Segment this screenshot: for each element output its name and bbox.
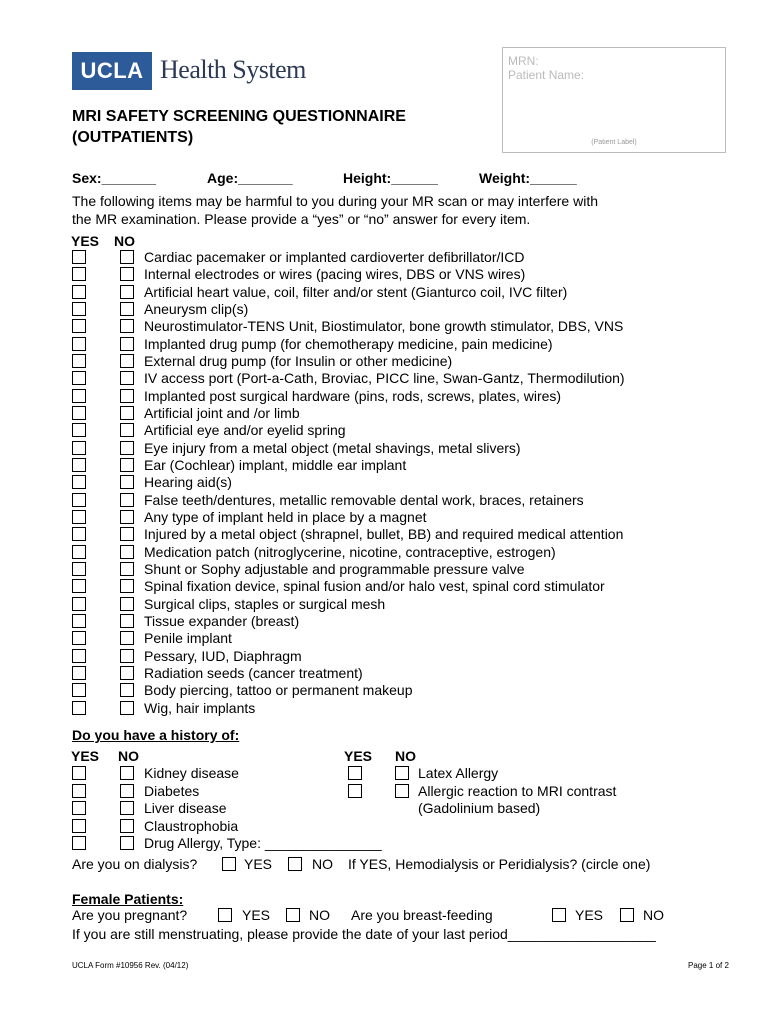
form-title-line1: MRI SAFETY SCREENING QUESTIONNAIRE	[72, 108, 406, 125]
no-checkbox[interactable]	[120, 441, 134, 455]
yes-column-header: YES	[71, 233, 100, 249]
yes-checkbox[interactable]	[72, 493, 86, 507]
screening-item-label: Artificial heart value, coil, filter and/or stent (Gianturco coil, IVC filter)	[144, 283, 568, 300]
screening-item-label: IV access port (Port-a-Cath, Broviac, PICC line, Swan-Gantz, Thermodilution)	[144, 370, 625, 387]
form-title-line2: (OUTPATIENTS)	[72, 129, 194, 146]
screening-item-row	[0, 422, 768, 439]
screening-item-label: Implanted post surgical hardware (pins, rods, screws, plates, wires)	[144, 387, 562, 404]
screening-item-label: Implanted drug pump (for chemotherapy medicine, pain medicine)	[144, 335, 553, 352]
no-checkbox[interactable]	[120, 683, 134, 697]
screening-item-label: Artificial joint and /or limb	[144, 404, 300, 421]
screening-item-label: Radiation seeds (cancer treatment)	[144, 664, 363, 681]
last-period-field[interactable]: If you are still menstruating, please provide the date of your last period___________________	[72, 926, 656, 942]
history-item-yes-checkbox[interactable]	[72, 836, 86, 850]
yes-checkbox[interactable]	[72, 389, 86, 403]
no-checkbox[interactable]	[120, 527, 134, 541]
screening-item-row	[0, 249, 768, 266]
no-checkbox[interactable]	[120, 545, 134, 559]
pregnant-no-label: NO	[309, 907, 330, 923]
no-checkbox[interactable]	[120, 250, 134, 264]
yes-checkbox[interactable]	[72, 406, 86, 420]
screening-item-row	[0, 648, 768, 665]
no-checkbox[interactable]	[120, 337, 134, 351]
yes-checkbox[interactable]	[72, 683, 86, 697]
pregnant-question: Are you pregnant?	[72, 907, 188, 923]
breastfeeding-no-checkbox[interactable]	[620, 908, 634, 922]
no-checkbox[interactable]	[120, 389, 134, 403]
yes-checkbox[interactable]	[72, 701, 86, 715]
screening-item-label: Penile implant	[144, 630, 232, 647]
no-checkbox[interactable]	[120, 493, 134, 507]
form-title	[72, 106, 406, 148]
yes-checkbox[interactable]	[72, 423, 86, 437]
history-item-yes-checkbox[interactable]	[72, 766, 86, 780]
screening-item-row	[0, 440, 768, 457]
yes-checkbox[interactable]	[72, 666, 86, 680]
screening-item-label: Aneurysm clip(s)	[144, 300, 249, 317]
screening-item-label: Pessary, IUD, Diaphragm	[144, 647, 302, 664]
yes-checkbox[interactable]	[72, 267, 86, 281]
health-system-logo-text: Health System	[160, 55, 306, 84]
screening-item-row	[0, 370, 768, 387]
yes-checkbox[interactable]	[72, 631, 86, 645]
history-yes-header-right: YES	[344, 748, 373, 764]
dialysis-question: Are you on dialysis?	[72, 856, 198, 872]
female-heading: Female Patients:	[72, 891, 184, 907]
breastfeeding-question: Are you breast-feeding	[351, 907, 493, 923]
breastfeeding-yes-checkbox[interactable]	[552, 908, 566, 922]
screening-item-label: Shunt or Sophy adjustable and programmable pressure valve	[144, 560, 525, 577]
no-checkbox[interactable]	[120, 579, 134, 593]
patient-label-box	[502, 47, 726, 153]
history-item-label: Kidney disease	[144, 765, 239, 781]
screening-item-row	[0, 682, 768, 699]
no-checkbox[interactable]	[120, 319, 134, 333]
screening-item-label: Injured by a metal object (shrapnel, bullet, BB) and required medical attention	[144, 526, 624, 543]
screening-item-label: Eye injury from a metal object (metal shavings, metal slivers)	[144, 439, 521, 456]
screening-item-row	[0, 457, 768, 474]
history-item-right-yes-checkbox[interactable]	[348, 766, 362, 780]
dialysis-no-checkbox[interactable]	[288, 857, 302, 871]
screening-item-row	[0, 630, 768, 647]
history-item-right-label: Allergic reaction to MRI contrast	[418, 782, 617, 799]
yes-checkbox[interactable]	[72, 285, 86, 299]
breastfeeding-yes-label: YES	[575, 907, 604, 923]
screening-item-row	[0, 405, 768, 422]
yes-checkbox[interactable]	[72, 319, 86, 333]
screening-item-label: Hearing aid(s)	[144, 474, 232, 491]
history-item-label: Claustrophobia	[144, 817, 239, 834]
screening-item-label: Neurostimulator-TENS Unit, Biostimulator, bone growth stimulator, DBS, VNS	[144, 318, 624, 335]
no-checkbox[interactable]	[120, 267, 134, 281]
history-item-right-label: Latex Allergy	[418, 765, 499, 781]
history-item-no-checkbox[interactable]	[120, 766, 134, 780]
screening-item-row	[0, 596, 768, 613]
no-checkbox[interactable]	[120, 285, 134, 299]
pregnant-no-checkbox[interactable]	[286, 908, 300, 922]
screening-item-label: Artificial eye and/or eyelid spring	[144, 422, 346, 439]
history-item-no-checkbox[interactable]	[120, 836, 134, 850]
history-item-no-checkbox[interactable]	[120, 819, 134, 833]
no-column-header: NO	[114, 233, 135, 249]
intro-line2: the MR examination. Please provide a “yes” or “no” answer for every item.	[72, 211, 531, 227]
no-checkbox[interactable]	[120, 354, 134, 368]
history-item-label: Liver disease	[144, 800, 227, 816]
yes-checkbox[interactable]	[72, 302, 86, 316]
screening-item-row	[0, 578, 768, 595]
dialysis-yes-label: YES	[244, 856, 273, 872]
no-checkbox[interactable]	[120, 614, 134, 628]
sex-field[interactable]: Sex:_______	[72, 170, 157, 186]
weight-field[interactable]: Weight:______	[479, 170, 577, 186]
mrn-label: MRN:	[508, 54, 539, 68]
screening-item-label: Ear (Cochlear) implant, middle ear implant	[144, 456, 407, 473]
no-checkbox[interactable]	[120, 597, 134, 611]
history-item-no-checkbox[interactable]	[120, 784, 134, 798]
screening-item-label: External drug pump (for Insulin or other medicine)	[144, 352, 453, 369]
history-item-yes-checkbox[interactable]	[72, 784, 86, 798]
yes-checkbox[interactable]	[72, 649, 86, 663]
screening-item-row	[0, 544, 768, 561]
patient-label-placeholder: (Patient Label)	[591, 139, 637, 146]
history-no-header-right: NO	[395, 748, 416, 764]
dialysis-no-label: NO	[312, 856, 333, 872]
no-checkbox[interactable]	[120, 302, 134, 316]
history-no-header-left: NO	[118, 748, 139, 764]
height-field[interactable]: Height:______	[343, 170, 438, 186]
history-item-label: Drug Allergy, Type: _______________	[144, 835, 382, 851]
screening-item-row	[0, 613, 768, 630]
contrast-note: (Gadolinium based)	[418, 800, 541, 816]
yes-checkbox[interactable]	[72, 250, 86, 264]
screening-item-row	[0, 301, 768, 318]
no-checkbox[interactable]	[120, 406, 134, 420]
history-item-yes-checkbox[interactable]	[72, 819, 86, 833]
yes-checkbox[interactable]	[72, 510, 86, 524]
history-yes-header-left: YES	[71, 748, 100, 764]
screening-item-label: False teeth/dentures, metallic removable dental work, braces, retainers	[144, 491, 584, 508]
no-checkbox[interactable]	[120, 475, 134, 489]
yes-checkbox[interactable]	[72, 614, 86, 628]
screening-item-label: Internal electrodes or wires (pacing wires, DBS or VNS wires)	[144, 266, 526, 283]
no-checkbox[interactable]	[120, 562, 134, 576]
dialysis-followup: If YES, Hemodialysis or Peridialysis? (circle one)	[348, 856, 651, 872]
ucla-logo-mark: UCLA	[72, 52, 152, 90]
no-checkbox[interactable]	[120, 666, 134, 680]
no-checkbox[interactable]	[120, 649, 134, 663]
screening-item-row	[0, 665, 768, 682]
history-item-right-no-checkbox[interactable]	[395, 784, 409, 798]
screening-item-row	[0, 700, 768, 717]
screening-item-label: Body piercing, tattoo or permanent makeup	[144, 682, 413, 699]
dialysis-yes-checkbox[interactable]	[222, 857, 236, 871]
screening-item-row	[0, 561, 768, 578]
page-number: Page 1 of 2	[688, 961, 729, 970]
no-checkbox[interactable]	[120, 458, 134, 472]
screening-item-label: Tissue expander (breast)	[144, 612, 300, 629]
history-item-right-no-checkbox[interactable]	[395, 766, 409, 780]
history-item-label: Diabetes	[144, 782, 200, 799]
no-checkbox[interactable]	[120, 510, 134, 524]
screening-item-label: Any type of implant held in place by a magnet	[144, 508, 427, 525]
screening-item-row	[0, 318, 768, 335]
yes-checkbox[interactable]	[72, 354, 86, 368]
breastfeeding-no-label: NO	[643, 907, 664, 923]
history-item-right-yes-checkbox[interactable]	[348, 784, 362, 798]
yes-checkbox[interactable]	[72, 545, 86, 559]
screening-item-label: Spinal fixation device, spinal fusion and/or halo vest, spinal cord stimulator	[144, 578, 605, 595]
screening-item-label: Surgical clips, staples or surgical mesh	[144, 595, 386, 612]
pregnant-yes-label: YES	[242, 907, 271, 923]
no-checkbox[interactable]	[120, 371, 134, 385]
history-item-yes-checkbox[interactable]	[72, 801, 86, 815]
history-heading: Do you have a history of:	[72, 727, 240, 743]
screening-item-label: Cardiac pacemaker or implanted cardioverter defibrillator/ICD	[144, 249, 525, 265]
screening-item-row	[0, 526, 768, 543]
yes-checkbox[interactable]	[72, 527, 86, 541]
screening-item-row	[0, 388, 768, 405]
history-item-no-checkbox[interactable]	[120, 801, 134, 815]
yes-checkbox[interactable]	[72, 441, 86, 455]
screening-item-label: Wig, hair implants	[144, 699, 256, 716]
no-checkbox[interactable]	[120, 701, 134, 715]
yes-checkbox[interactable]	[72, 337, 86, 351]
no-checkbox[interactable]	[120, 423, 134, 437]
form-number: UCLA Form #10956 Rev. (04/12)	[72, 961, 189, 970]
screening-item-row	[0, 474, 768, 491]
yes-checkbox[interactable]	[72, 562, 86, 576]
pregnant-yes-checkbox[interactable]	[218, 908, 232, 922]
age-field[interactable]: Age:_______	[207, 170, 293, 186]
yes-checkbox[interactable]	[72, 597, 86, 611]
screening-item-row	[0, 353, 768, 370]
yes-checkbox[interactable]	[72, 458, 86, 472]
yes-checkbox[interactable]	[72, 579, 86, 593]
screening-item-label: Medication patch (nitroglycerine, nicotine, contraceptive, estrogen)	[144, 543, 556, 560]
yes-checkbox[interactable]	[72, 475, 86, 489]
screening-item-row	[0, 509, 768, 526]
patient-name-label: Patient Name:	[508, 68, 585, 82]
yes-checkbox[interactable]	[72, 371, 86, 385]
screening-item-row	[0, 284, 768, 301]
screening-item-row	[0, 336, 768, 353]
screening-item-row	[0, 492, 768, 509]
screening-item-row	[0, 266, 768, 283]
no-checkbox[interactable]	[120, 631, 134, 645]
intro-line1: The following items may be harmful to you during your MR scan or may interfere with	[72, 193, 598, 209]
